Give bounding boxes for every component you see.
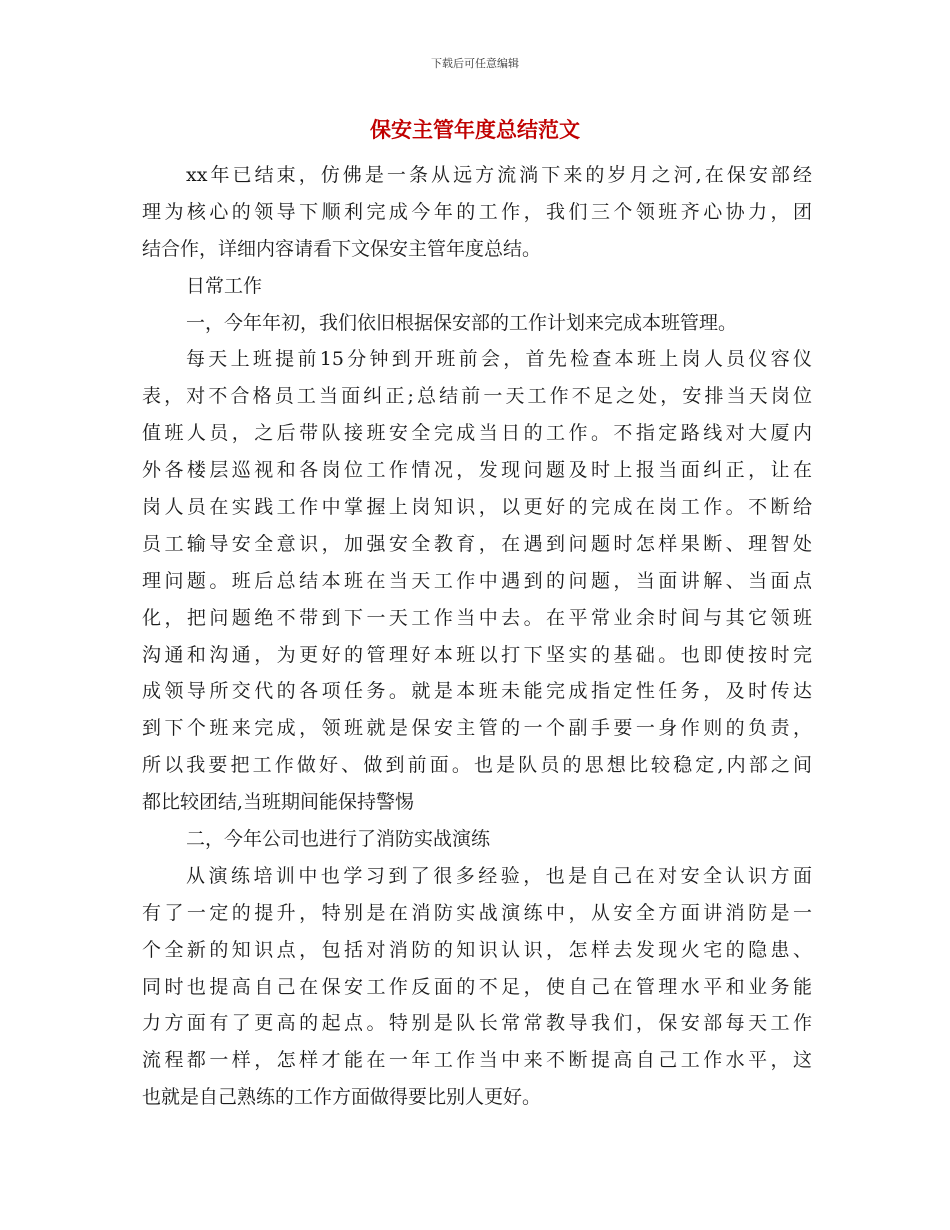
text-line: 日常工作 <box>186 274 263 297</box>
text-line: 沟通和沟通，为更好的管理好本班以打下坚实的基础。也即使按时完 <box>142 643 812 666</box>
text-line: 流程都一样，怎样才能在一年工作当中来不断提高自己工作水平，这 <box>142 1049 812 1072</box>
text-line: 所以我要把工作做好、做到前面。也是队员的思想比较稳定,内部之间 <box>142 754 812 777</box>
text-line: 从演练培训中也学习到了很多经验，也是自己在对安全认识方面 <box>186 864 812 887</box>
text-line: 到下个班来完成，领班就是保安主管的一个副手要一身作则的负责， <box>142 717 812 740</box>
text-line: 岗人员在实践工作中掌握上岗知识，以更好的完成在岗工作。不断给 <box>142 496 812 519</box>
text-line: 结合作，详细内容请看下文保安主管年度总结。 <box>142 237 542 260</box>
text-line: 外各楼层巡视和各岗位工作情况，发现问题及时上报当面纠正，让在 <box>142 459 812 482</box>
text-line: 力方面有了更高的起点。特别是队长常常教导我们，保安部每天工作 <box>142 1012 812 1035</box>
text-line: 员工输导安全意识，加强安全教育，在遇到问题时怎样果断、理智处 <box>142 532 812 555</box>
header-note: 下载后可任意编辑 <box>431 57 519 70</box>
text-line: 理为核心的领导下顺利完成今年的工作，我们三个领班齐心协力，团 <box>142 200 812 223</box>
text-line: 一，今年年初，我们依旧根据保安部的工作计划来完成本班管理。 <box>186 311 738 334</box>
text-line: xx年已结束，仿佛是一条从远方流淌下来的岁月之河,在保安部经 <box>186 164 812 186</box>
text-line: 都比较团结,当班期间能保持警惕 <box>142 791 415 814</box>
text-line: 表，对不合格员工当面纠正;总结前一天工作不足之处，安排当天岗位 <box>142 385 812 408</box>
text-line: 值班人员，之后带队接班安全完成当日的工作。不指定路线对大厦内 <box>142 422 812 445</box>
text-line: 每天上班提前15分钟到开班前会，首先检查本班上岗人员仪容仪 <box>186 348 812 371</box>
text-line: 个全新的知识点，包括对消防的知识认识，怎样去发现火宅的隐患、 <box>142 938 812 961</box>
text-line: 二，今年公司也进行了消防实战演练 <box>186 828 491 851</box>
text-line: 同时也提高自己在保安工作反面的不足，使自己在管理水平和业务能 <box>142 975 812 998</box>
text-line: 成领导所交代的各项任务。就是本班未能完成指定性任务，及时传达 <box>142 680 812 703</box>
text-line: 有了一定的提升，特别是在消防实战演练中，从安全方面讲消防是一 <box>142 901 812 924</box>
text-line: 化，把问题绝不带到下一天工作当中去。在平常业余时间与其它领班 <box>142 606 812 629</box>
document-title: 保安主管年度总结范文 <box>370 118 580 142</box>
text-line: 理问题。班后总结本班在当天工作中遇到的问题，当面讲解、当面点 <box>142 569 812 592</box>
document-body <box>142 157 812 1116</box>
text-line: 也就是自己熟练的工作方面做得要比别人更好。 <box>142 1086 542 1109</box>
